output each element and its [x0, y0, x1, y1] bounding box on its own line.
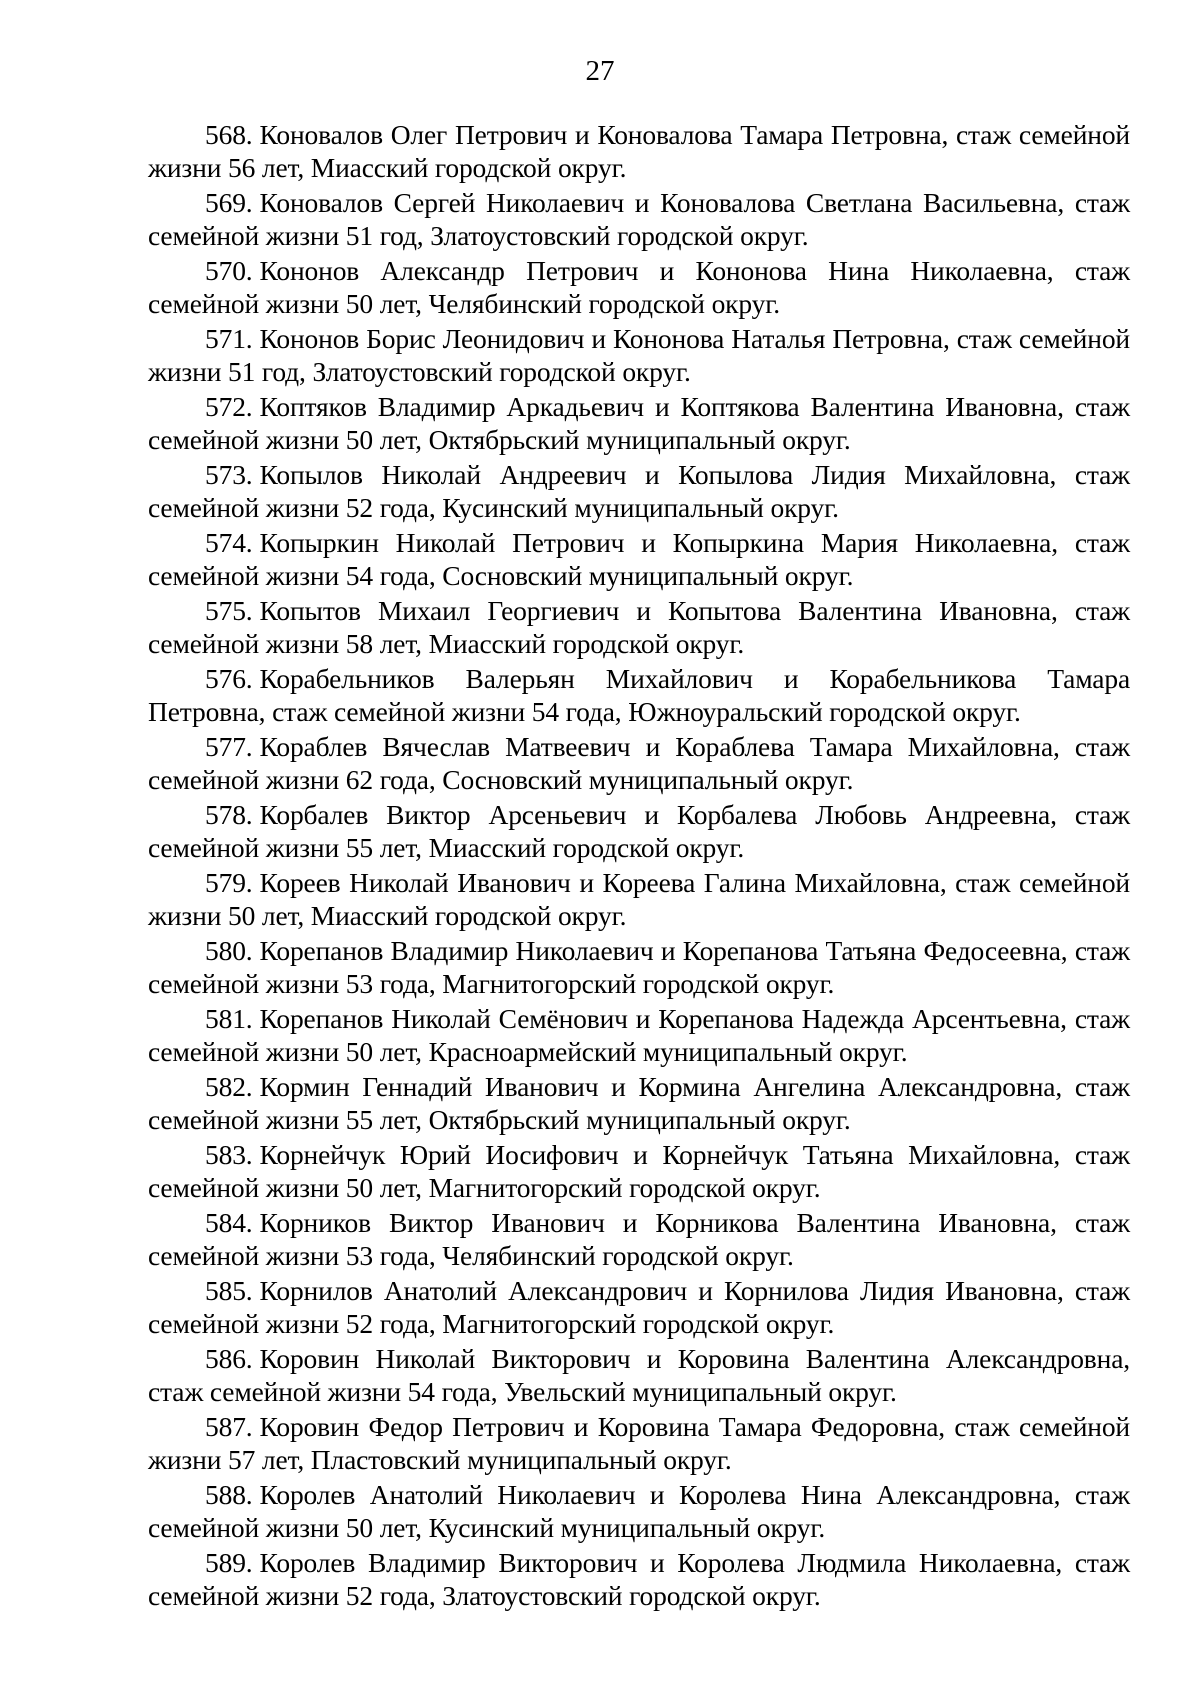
entry-text: Коровин Федор Петрович и Коровина Тамара Федоровна, стаж семейной жизни 57 лет, Пластовский муниципальный округ. — [148, 1411, 1130, 1475]
list-item — [148, 526, 1130, 592]
entry-text: Кононов Борис Леонидович и Кононова Наталья Петровна, стаж семейной жизни 51 год, Златоустовский городской округ. — [148, 323, 1130, 387]
entry-number: 588. — [205, 1479, 253, 1510]
page-number: 27 — [585, 55, 615, 87]
entry-text: Корнейчук Юрий Иосифович и Корнейчук Татьяна Михайловна, стаж семейной жизни 50 лет, Магнитогорский городской округ. — [148, 1139, 1130, 1203]
entry-text: Королев Владимир Викторович и Королева Людмила Николаевна, стаж семейной жизни 52 года, Златоустовский городской округ. — [148, 1547, 1130, 1611]
entry-number: 585. — [205, 1275, 253, 1306]
entry-number: 577. — [205, 731, 253, 762]
entry-text: Коровин Николай Викторович и Коровина Валентина Александровна, стаж семейной жизни 54 года, Увельский муниципальный округ. — [148, 1343, 1130, 1407]
entry-text: Кораблев Вячеслав Матвеевич и Кораблева Тамара Михайловна, стаж семейной жизни 62 года, Сосновский муниципальный округ. — [148, 731, 1130, 795]
list-item — [148, 1002, 1130, 1068]
entry-number: 583. — [205, 1139, 253, 1170]
entry-number: 578. — [205, 799, 253, 830]
list-item — [148, 390, 1130, 456]
entry-number: 586. — [205, 1343, 253, 1374]
entry-text: Копытов Михаил Георгиевич и Копытова Валентина Ивановна, стаж семейной жизни 58 лет, Миасский городской округ. — [148, 595, 1130, 659]
entry-number: 580. — [205, 935, 253, 966]
list-item — [148, 594, 1130, 660]
list-item — [148, 1342, 1130, 1408]
entry-number: 571. — [205, 323, 253, 354]
entry-number: 576. — [205, 663, 253, 694]
entry-number: 574. — [205, 527, 253, 558]
list-item — [148, 866, 1130, 932]
entry-text: Коновалов Олег Петрович и Коновалова Тамара Петровна, стаж семейной жизни 56 лет, Миасский городской округ. — [148, 119, 1130, 183]
entry-number: 570. — [205, 255, 253, 286]
entry-text: Кореев Николай Иванович и Кореева Галина Михайловна, стаж семейной жизни 50 лет, Миасский городской округ. — [148, 867, 1130, 931]
entry-number: 589. — [205, 1547, 253, 1578]
entry-text: Коновалов Сергей Николаевич и Коновалова Светлана Васильевна, стаж семейной жизни 51 год, Златоустовский городской округ. — [148, 187, 1130, 251]
list-item — [148, 254, 1130, 320]
entry-text: Корепанов Николай Семёнович и Корепанова Надежда Арсентьевна, стаж семейной жизни 50 лет, Красноармейский муниципальный округ. — [148, 1003, 1130, 1067]
entry-number: 579. — [205, 867, 253, 898]
entry-text: Корабельников Валерьян Михайлович и Корабельникова Тамара Петровна, стаж семейной жизни 54 года, Южноуральский городской округ. — [148, 663, 1130, 727]
list-item — [148, 798, 1130, 864]
entry-text: Кононов Александр Петрович и Кононова Нина Николаевна, стаж семейной жизни 50 лет, Челябинский городской округ. — [148, 255, 1130, 319]
list-item — [148, 186, 1130, 252]
entry-text: Копылов Николай Андреевич и Копылова Лидия Михайловна, стаж семейной жизни 52 года, Кусинский муниципальный округ. — [148, 459, 1130, 523]
entry-text: Кормин Геннадий Иванович и Кормина Ангелина Александровна, стаж семейной жизни 55 лет, Октябрьский муниципальный округ. — [148, 1071, 1130, 1135]
entry-number: 584. — [205, 1207, 253, 1238]
entry-text: Корнилов Анатолий Александрович и Корнилова Лидия Ивановна, стаж семейной жизни 52 года, Магнитогорский городской округ. — [148, 1275, 1130, 1339]
list-item — [148, 458, 1130, 524]
entry-number: 587. — [205, 1411, 253, 1442]
list-item — [148, 1206, 1130, 1272]
list-item — [148, 118, 1130, 184]
list-item — [148, 730, 1130, 796]
list-item — [148, 1478, 1130, 1544]
list-item — [148, 934, 1130, 1000]
list-item — [148, 1410, 1130, 1476]
entry-text: Коптяков Владимир Аркадьевич и Коптякова Валентина Ивановна, стаж семейной жизни 50 лет, Октябрьский муниципальный округ. — [148, 391, 1130, 455]
list-item — [148, 662, 1130, 728]
list-item — [148, 1138, 1130, 1204]
entry-text: Корепанов Владимир Николаевич и Корепанова Татьяна Федосеевна, стаж семейной жизни 53 года, Магнитогорский городской округ. — [148, 935, 1130, 999]
entry-list — [148, 118, 1130, 1614]
entry-text: Копыркин Николай Петрович и Копыркина Мария Николаевна, стаж семейной жизни 54 года, Сосновский муниципальный округ. — [148, 527, 1130, 591]
entry-number: 569. — [205, 187, 253, 218]
entry-number: 572. — [205, 391, 253, 422]
entry-text: Корбалев Виктор Арсеньевич и Корбалева Любовь Андреевна, стаж семейной жизни 55 лет, Миасский городской округ. — [148, 799, 1130, 863]
list-item — [148, 1070, 1130, 1136]
list-item — [148, 1274, 1130, 1340]
entry-number: 573. — [205, 459, 253, 490]
entry-number: 581. — [205, 1003, 253, 1034]
entry-text: Корников Виктор Иванович и Корникова Валентина Ивановна, стаж семейной жизни 53 года, Челябинский городской округ. — [148, 1207, 1130, 1271]
entry-number: 575. — [205, 595, 253, 626]
entry-text: Королев Анатолий Николаевич и Королева Нина Александровна, стаж семейной жизни 50 лет, Кусинский муниципальный округ. — [148, 1479, 1130, 1543]
list-item — [148, 1546, 1130, 1612]
list-item — [148, 322, 1130, 388]
entry-number: 582. — [205, 1071, 253, 1102]
entry-number: 568. — [205, 119, 253, 150]
